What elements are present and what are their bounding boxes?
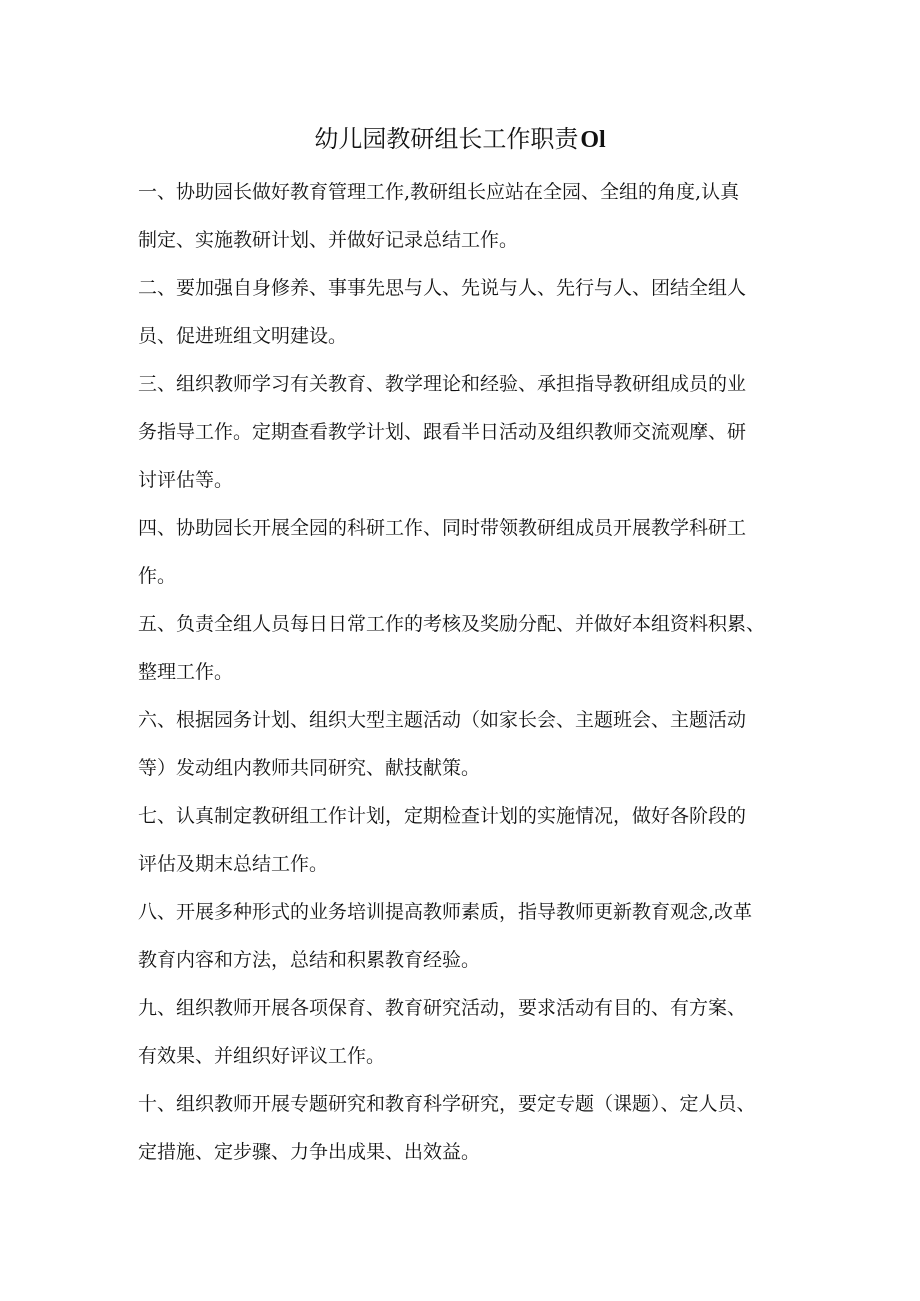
text-line: 制定、实施教研计划、并做好记录总结工作。 <box>138 229 519 251</box>
text-line: 六、根据园务计划、组织大型主题活动（如家长会、主题班会、主题活动 <box>138 709 747 731</box>
duty-item-3 <box>138 360 798 504</box>
duty-item-8 <box>138 888 798 984</box>
text-line: 四、协助园长开展全园的科研工作、同时带领教研组成员开展教学科研工 <box>138 517 747 539</box>
document-body <box>138 168 798 1176</box>
text-line: 有效果、并组织好评议工作。 <box>138 1045 386 1067</box>
duty-item-4 <box>138 504 798 600</box>
text-line: 定措施、定步骤、力争出成果、出效益。 <box>138 1141 481 1163</box>
document-title <box>0 121 920 158</box>
text-line: 九、组织教师开展各项保育、教育研究活动，要求活动有目的、有方案、 <box>138 997 747 1019</box>
duty-item-2 <box>138 264 798 360</box>
text-line: 教育内容和方法，总结和积累教育经验。 <box>138 949 481 971</box>
text-line: 十、组织教师开展专题研究和教育科学研究，要定专题（课题）、定人员、 <box>138 1093 756 1115</box>
text-line: 等）发动组内教师共同研究、献技献策。 <box>138 757 481 779</box>
text-line: 整理工作。 <box>138 661 234 683</box>
text-line: 评估及期末总结工作。 <box>138 853 329 875</box>
duty-item-10 <box>138 1080 798 1176</box>
text-line: 八、开展多种形式的业务培训提高教师素质，指导教师更新教育观念,改革 <box>138 901 753 923</box>
text-line: 三、组织教师学习有关教育、教学理论和经验、承担指导教研组成员的业 <box>138 373 747 395</box>
text-line: 七、认真制定教研组工作计划，定期检查计划的实施情况，做好各阶段的 <box>138 805 747 827</box>
duty-item-7 <box>138 792 798 888</box>
duty-item-6 <box>138 696 798 792</box>
text-line: 作。 <box>138 565 177 587</box>
duty-item-9 <box>138 984 798 1080</box>
document-title-suffix: Ol <box>580 127 606 153</box>
duty-item-5 <box>138 600 798 696</box>
text-line: 一、协助园长做好教育管理工作,教研组长应站在全园、全组的角度,认真 <box>138 181 740 203</box>
text-line: 务指导工作。定期查看教学计划、跟看半日活动及组织教师交流观摩、研 <box>138 421 747 443</box>
text-line: 员、促进班组文明建设。 <box>138 325 348 347</box>
text-line: 讨评估等。 <box>138 469 234 491</box>
duty-item-1 <box>138 168 798 264</box>
text-line: 五、负责全组人员每日日常工作的考核及奖励分配、并做好本组资料积累、 <box>138 613 766 635</box>
document-title-text: 幼儿园教研组长工作职责 <box>314 125 579 153</box>
text-line: 二、要加强自身修养、事事先思与人、先说与人、先行与人、团结全组人 <box>138 277 747 299</box>
